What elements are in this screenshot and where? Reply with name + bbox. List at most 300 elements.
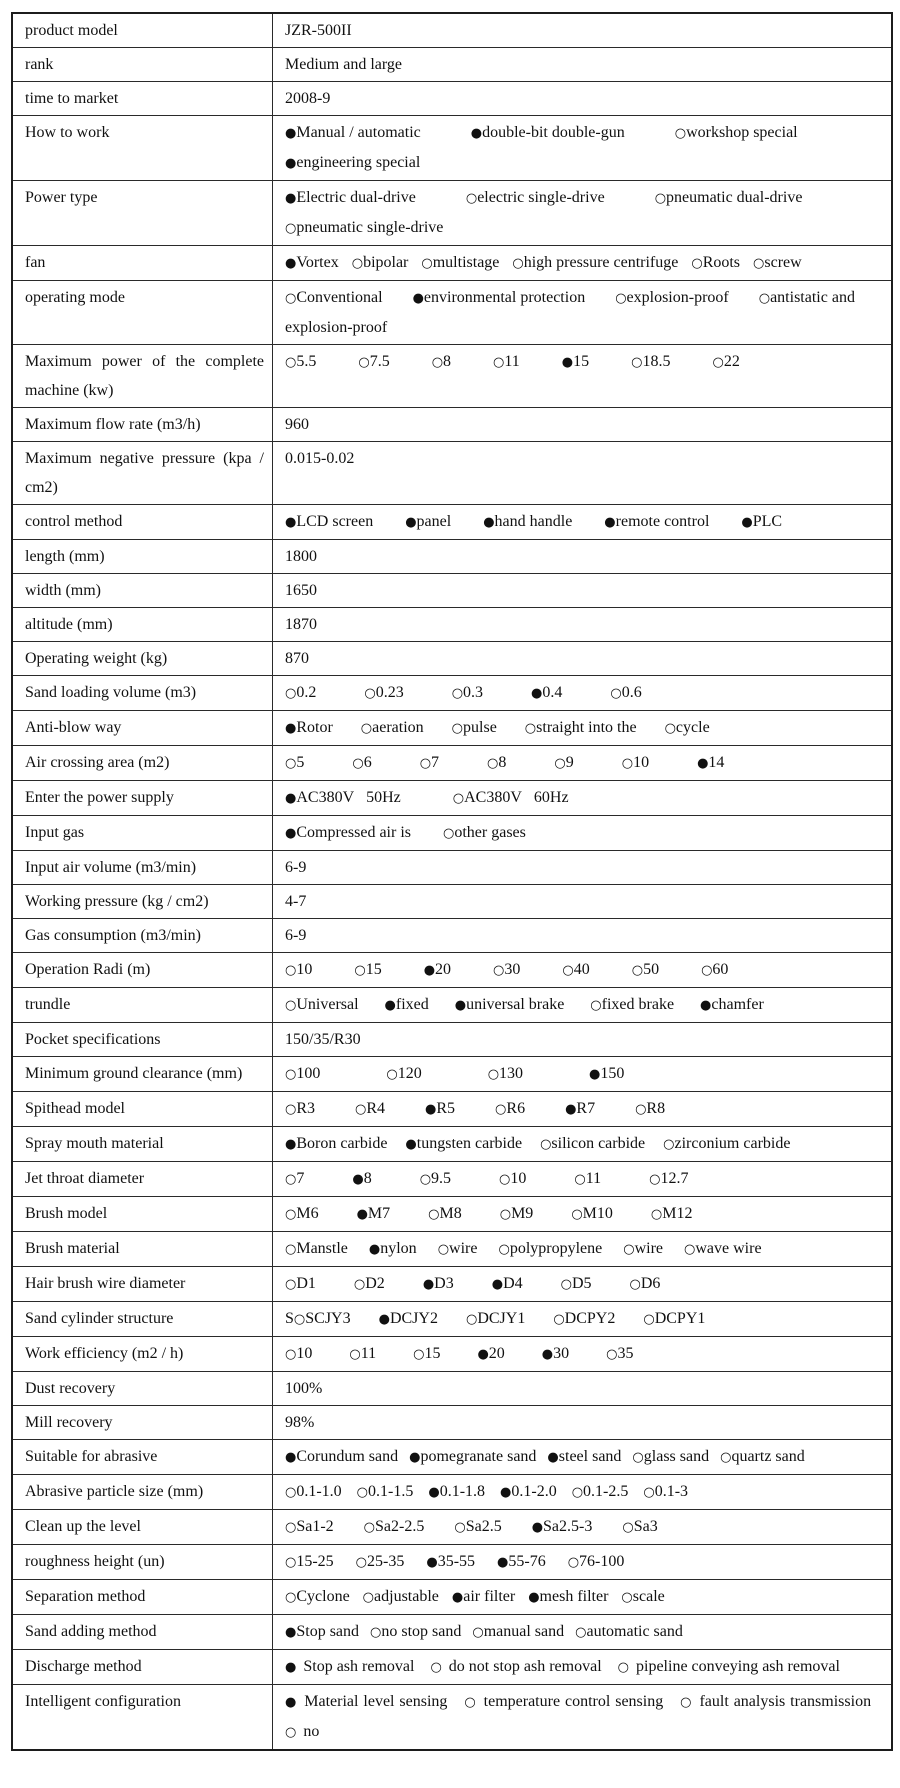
row-value: 4-7 xyxy=(285,893,307,910)
option xyxy=(424,961,451,978)
option-label: 0.2 xyxy=(296,684,317,701)
radio-empty-icon: ○ xyxy=(606,1347,618,1362)
radio-empty-icon: ○ xyxy=(285,963,297,978)
row-value xyxy=(273,1057,891,1091)
option-label: 55-76 xyxy=(508,1553,546,1570)
radio-empty-icon: ○ xyxy=(362,1590,375,1605)
row-label: Maximum negative pressure (kpa / cm2) xyxy=(13,442,273,504)
option-label: Sa2.5-3 xyxy=(543,1518,593,1535)
radio-empty-icon: ○ xyxy=(571,1485,584,1500)
row-label: Hair brush wire diameter xyxy=(13,1267,273,1301)
row-label: Gas consumption (m3/min) xyxy=(13,919,273,952)
radio-empty-icon: ○ xyxy=(285,1067,297,1082)
radio-empty-icon: ○ xyxy=(355,1102,367,1117)
option xyxy=(352,254,409,271)
row-label: Clean up the level xyxy=(13,1510,273,1544)
radio-empty-icon: ○ xyxy=(293,1312,306,1327)
option xyxy=(285,289,383,306)
row-value xyxy=(273,1685,891,1749)
option-label: adjustable xyxy=(374,1588,439,1605)
row-label: Spithead model xyxy=(13,1092,273,1126)
option-label: 30 xyxy=(553,1345,570,1362)
option xyxy=(285,1448,398,1465)
option-label: DCPY2 xyxy=(564,1310,616,1327)
table-row xyxy=(13,884,891,918)
option-label: no stop sand xyxy=(381,1623,462,1640)
option-label: R8 xyxy=(646,1100,666,1117)
option-label: 60 xyxy=(712,961,729,978)
radio-empty-icon: ○ xyxy=(575,1625,587,1640)
radio-empty-icon: ○ xyxy=(691,256,703,271)
option-label: 0.1-1.0 xyxy=(296,1483,342,1500)
option-label: panel xyxy=(416,513,452,530)
option-label: Sa2-2.5 xyxy=(375,1518,425,1535)
row-value xyxy=(273,1545,891,1579)
option-label: R6 xyxy=(506,1100,526,1117)
option xyxy=(420,754,439,771)
radio-filled-icon: ● xyxy=(356,1207,368,1222)
row-label: Pocket specifications xyxy=(13,1023,273,1056)
option xyxy=(413,1345,440,1362)
radio-filled-icon: ● xyxy=(589,1067,601,1082)
row-label: altitude (mm) xyxy=(13,608,273,641)
radio-empty-icon: ○ xyxy=(421,256,433,271)
option xyxy=(753,254,802,271)
table-row xyxy=(13,1126,891,1161)
radio-empty-icon: ○ xyxy=(623,1242,635,1257)
option xyxy=(443,824,526,841)
option xyxy=(466,1310,525,1327)
option-label: M8 xyxy=(439,1205,462,1222)
option-label: 0.1-1.5 xyxy=(368,1483,414,1500)
row-value xyxy=(273,345,891,407)
option-label: 0.1-2.5 xyxy=(583,1483,629,1500)
option xyxy=(423,1275,454,1292)
radio-empty-icon: ○ xyxy=(701,963,713,978)
table-row xyxy=(13,1266,891,1301)
option-label: Compressed air is xyxy=(296,824,411,841)
option xyxy=(466,189,605,206)
radio-empty-icon: ○ xyxy=(358,355,370,370)
option-label: 10 xyxy=(296,1345,313,1362)
option xyxy=(684,1240,762,1257)
radio-empty-icon: ○ xyxy=(430,1660,442,1675)
option-label: pulse xyxy=(463,719,497,736)
option-label: 0.1-3 xyxy=(654,1483,689,1500)
row-label: time to market xyxy=(13,82,273,115)
option xyxy=(285,353,316,370)
option xyxy=(405,513,451,530)
option xyxy=(452,684,483,701)
table-row xyxy=(13,280,891,344)
table-row xyxy=(13,1022,891,1056)
option-label: R5 xyxy=(436,1100,456,1117)
option xyxy=(553,1310,615,1327)
row-value: 2008-9 xyxy=(285,90,331,107)
option xyxy=(428,1483,485,1500)
radio-filled-icon: ● xyxy=(454,998,467,1013)
option xyxy=(285,754,304,771)
option xyxy=(575,1623,683,1640)
table-row xyxy=(13,14,891,47)
option-label: antistatic and explosion-proof xyxy=(285,289,855,336)
option xyxy=(542,1345,569,1362)
row-label: Operation Radi (m) xyxy=(13,953,273,987)
row-value: 6-9 xyxy=(285,859,307,876)
option-label: screw xyxy=(764,254,802,271)
radio-empty-icon: ○ xyxy=(363,1520,376,1535)
table-row xyxy=(13,1056,891,1091)
option-label: aeration xyxy=(372,719,424,736)
radio-filled-icon: ● xyxy=(741,515,753,530)
radio-filled-icon: ● xyxy=(451,1590,464,1605)
option xyxy=(385,996,429,1013)
row-label: roughness height (un) xyxy=(13,1545,273,1579)
option-label: R4 xyxy=(366,1100,386,1117)
radio-empty-icon: ○ xyxy=(370,1625,382,1640)
table-row xyxy=(13,1614,891,1649)
option-label: Universal xyxy=(296,996,359,1013)
option xyxy=(532,1518,593,1535)
option-label: environmental protection xyxy=(423,289,586,306)
option xyxy=(425,1100,455,1117)
option xyxy=(438,1240,478,1257)
row-value xyxy=(273,1475,891,1509)
radio-empty-icon: ○ xyxy=(487,756,499,771)
table-row xyxy=(13,1684,891,1749)
option xyxy=(285,1135,387,1152)
row-value xyxy=(273,181,891,245)
option-label: 11 xyxy=(504,353,520,370)
radio-filled-icon: ● xyxy=(285,156,297,171)
option-label: 10 xyxy=(296,961,313,978)
option-label: 0.6 xyxy=(621,684,642,701)
row-label: Working pressure (kg / cm2) xyxy=(13,885,273,918)
radio-empty-icon: ○ xyxy=(472,1625,484,1640)
option-label: SCJY3 xyxy=(305,1310,351,1327)
radio-empty-icon: ○ xyxy=(285,1520,297,1535)
option xyxy=(285,513,373,530)
radio-empty-icon: ○ xyxy=(631,963,644,978)
table-row xyxy=(13,1161,891,1196)
row-label: Brush model xyxy=(13,1197,273,1231)
option xyxy=(655,189,803,206)
option xyxy=(622,1518,657,1535)
option-label: fault analysis transmission xyxy=(699,1693,872,1710)
row-value xyxy=(273,1337,891,1371)
option xyxy=(701,961,728,978)
option-label: nylon xyxy=(380,1240,417,1257)
option xyxy=(499,1170,526,1187)
radio-filled-icon: ● xyxy=(285,1137,297,1152)
option xyxy=(357,1483,414,1500)
row-value xyxy=(273,1232,891,1266)
option xyxy=(356,1553,405,1570)
table-row xyxy=(13,1405,891,1439)
option xyxy=(357,1205,391,1222)
table-row xyxy=(13,245,891,280)
option-label: bipolar xyxy=(363,254,409,271)
option-label: M7 xyxy=(367,1205,391,1222)
option xyxy=(285,1170,304,1187)
radio-filled-icon: ● xyxy=(497,1555,509,1570)
radio-empty-icon: ○ xyxy=(622,1520,634,1535)
radio-filled-icon: ● xyxy=(541,1347,554,1362)
radio-filled-icon: ● xyxy=(491,1277,504,1292)
radio-empty-icon: ○ xyxy=(413,1347,425,1362)
row-value xyxy=(273,505,891,539)
table-row xyxy=(13,441,891,504)
option xyxy=(285,1483,342,1500)
row-value xyxy=(273,1127,891,1161)
row-value xyxy=(273,816,891,850)
option xyxy=(285,719,333,736)
table-row xyxy=(13,607,891,641)
row-label: Brush material xyxy=(13,1232,273,1266)
option xyxy=(590,996,674,1013)
radio-empty-icon: ○ xyxy=(285,998,297,1013)
radio-empty-icon: ○ xyxy=(487,1067,500,1082)
radio-empty-icon: ○ xyxy=(364,686,376,701)
option xyxy=(285,1623,359,1640)
row-value xyxy=(273,1092,891,1126)
radio-empty-icon: ○ xyxy=(674,126,687,141)
option-label: M12 xyxy=(662,1205,693,1222)
row-value: Medium and large xyxy=(285,56,403,73)
option xyxy=(700,996,764,1013)
option xyxy=(562,353,589,370)
option-label: Vortex xyxy=(296,254,339,271)
option-label: workshop special xyxy=(686,124,798,141)
row-label: length (mm) xyxy=(13,540,273,573)
radio-filled-icon: ● xyxy=(422,1277,435,1292)
option-label: 0.23 xyxy=(375,684,404,701)
radio-empty-icon: ○ xyxy=(285,221,297,236)
option xyxy=(379,1310,438,1327)
radio-empty-icon: ○ xyxy=(590,998,602,1013)
table-row xyxy=(13,780,891,815)
option xyxy=(285,1693,447,1710)
option xyxy=(285,1310,351,1327)
option-label: Sa3 xyxy=(633,1518,658,1535)
row-value xyxy=(273,711,891,745)
option xyxy=(487,754,506,771)
radio-filled-icon: ● xyxy=(561,355,574,370)
option-label: Conventional xyxy=(296,289,383,306)
row-label: Input gas xyxy=(13,816,273,850)
radio-filled-icon: ● xyxy=(378,1312,390,1327)
row-value xyxy=(273,246,891,280)
radio-filled-icon: ● xyxy=(285,1450,297,1465)
option xyxy=(285,1100,315,1117)
option xyxy=(409,1448,536,1465)
row-label: operating mode xyxy=(13,281,273,344)
radio-empty-icon: ○ xyxy=(540,1137,552,1152)
radio-empty-icon: ○ xyxy=(349,1347,361,1362)
radio-filled-icon: ● xyxy=(405,515,417,530)
option-label: do not stop ash removal xyxy=(448,1658,602,1675)
radio-empty-icon: ○ xyxy=(285,1485,297,1500)
row-label: How to work xyxy=(13,116,273,180)
option xyxy=(631,353,670,370)
radio-empty-icon: ○ xyxy=(428,1207,440,1222)
option-label: electric single-drive xyxy=(477,189,605,206)
option xyxy=(643,1310,705,1327)
radio-empty-icon: ○ xyxy=(451,686,464,701)
option-label: 50 xyxy=(643,961,660,978)
option xyxy=(568,1553,625,1570)
option-label: tungsten carbide xyxy=(416,1135,523,1152)
radio-empty-icon: ○ xyxy=(285,1347,297,1362)
option xyxy=(574,1170,601,1187)
option xyxy=(285,1723,319,1740)
option-label: 7 xyxy=(296,1170,305,1187)
option xyxy=(495,1100,525,1117)
table-row xyxy=(13,407,891,441)
option-label: Stop sand xyxy=(296,1623,360,1640)
row-value xyxy=(273,1510,891,1544)
option xyxy=(426,1553,475,1570)
option-label: Stop ash removal xyxy=(303,1658,415,1675)
radio-empty-icon: ○ xyxy=(631,355,643,370)
option xyxy=(369,1240,417,1257)
radio-empty-icon: ○ xyxy=(512,256,524,271)
row-value: 1650 xyxy=(285,582,317,599)
radio-empty-icon: ○ xyxy=(720,1450,732,1465)
radio-empty-icon: ○ xyxy=(356,1485,369,1500)
option-label: silicon carbide xyxy=(551,1135,646,1152)
radio-empty-icon: ○ xyxy=(285,1277,297,1292)
option-label: temperature control sensing xyxy=(483,1693,664,1710)
row-label: Sand loading volume (m3) xyxy=(13,676,273,710)
option-label: wire xyxy=(449,1240,478,1257)
option-label: 5 xyxy=(296,754,305,771)
option xyxy=(554,754,573,771)
option-label: Manstle xyxy=(296,1240,348,1257)
option xyxy=(471,124,625,141)
row-label: trundle xyxy=(13,988,273,1022)
radio-filled-icon: ● xyxy=(565,1102,577,1117)
row-value xyxy=(273,676,891,710)
row-value xyxy=(273,281,891,344)
option-label: 7.5 xyxy=(369,353,390,370)
row-label: Spray mouth material xyxy=(13,1127,273,1161)
option-label: universal brake xyxy=(466,996,565,1013)
radio-empty-icon: ○ xyxy=(499,1172,511,1187)
row-value xyxy=(273,1580,891,1614)
option xyxy=(500,1483,557,1500)
option-label: 12.7 xyxy=(660,1170,689,1187)
table-row xyxy=(13,573,891,607)
option-label: manual sand xyxy=(483,1623,565,1640)
option-label: 8 xyxy=(443,353,452,370)
option xyxy=(525,719,637,736)
radio-empty-icon: ○ xyxy=(465,1312,478,1327)
radio-empty-icon: ○ xyxy=(493,355,505,370)
row-value xyxy=(273,746,891,780)
radio-filled-icon: ● xyxy=(483,515,495,530)
radio-empty-icon: ○ xyxy=(498,1242,510,1257)
radio-filled-icon: ● xyxy=(426,1555,438,1570)
option-label: 10 xyxy=(510,1170,527,1187)
option-label: 100 xyxy=(296,1065,321,1082)
row-label: Intelligent configuration xyxy=(13,1685,273,1749)
radio-filled-icon: ● xyxy=(528,1590,540,1605)
option xyxy=(428,1205,462,1222)
option-label: Rotor xyxy=(296,719,333,736)
radio-empty-icon: ○ xyxy=(285,1725,297,1740)
option-label: 0.1-1.8 xyxy=(439,1483,486,1500)
option xyxy=(361,719,424,736)
option xyxy=(432,353,451,370)
table-row xyxy=(13,47,891,81)
row-label: Abrasive particle size (mm) xyxy=(13,1475,273,1509)
option xyxy=(697,754,724,771)
row-value xyxy=(273,1267,891,1301)
row-label: Sand cylinder structure xyxy=(13,1302,273,1336)
radio-empty-icon: ○ xyxy=(285,291,297,306)
option-label: steel sand xyxy=(558,1448,622,1465)
radio-empty-icon: ○ xyxy=(553,1312,565,1327)
option xyxy=(615,289,729,306)
option-label: D4 xyxy=(503,1275,523,1292)
option xyxy=(477,1345,504,1362)
radio-filled-icon: ● xyxy=(547,1450,559,1465)
option-label: 0.4 xyxy=(542,684,563,701)
option-label: double-bit double-gun xyxy=(482,124,625,141)
radio-empty-icon: ○ xyxy=(285,1590,297,1605)
option xyxy=(285,1345,312,1362)
option xyxy=(712,353,739,370)
row-value xyxy=(273,1440,891,1474)
table-row xyxy=(13,1439,891,1474)
option xyxy=(354,1275,385,1292)
row-value: 960 xyxy=(285,416,309,433)
option xyxy=(285,824,411,841)
option-label: R7 xyxy=(576,1100,596,1117)
radio-filled-icon: ● xyxy=(285,515,297,530)
option-label: pipeline conveying ash removal xyxy=(636,1658,840,1675)
option-label: 14 xyxy=(708,754,725,771)
row-value xyxy=(273,953,891,987)
option-label: 120 xyxy=(397,1065,422,1082)
option xyxy=(420,1170,451,1187)
radio-empty-icon: ○ xyxy=(419,1172,432,1187)
option xyxy=(363,1588,439,1605)
option xyxy=(610,684,641,701)
option xyxy=(285,124,421,141)
option xyxy=(589,1065,624,1082)
option xyxy=(285,996,359,1013)
option xyxy=(285,1588,350,1605)
option-label: multistage xyxy=(432,254,500,271)
row-label: width (mm) xyxy=(13,574,273,607)
radio-filled-icon: ● xyxy=(285,126,297,141)
row-value xyxy=(273,116,891,180)
radio-empty-icon: ○ xyxy=(354,963,366,978)
option xyxy=(352,1170,371,1187)
table-row xyxy=(13,1544,891,1579)
option-label: 6 xyxy=(363,754,372,771)
option xyxy=(405,1135,522,1152)
radio-empty-icon: ○ xyxy=(680,1695,693,1710)
table-row xyxy=(13,1474,891,1509)
row-label: Operating weight (kg) xyxy=(13,642,273,675)
option-label: R3 xyxy=(296,1100,316,1117)
option-label: other gases xyxy=(454,824,526,841)
row-value: 870 xyxy=(285,650,309,667)
option-label: Corundum sand xyxy=(296,1448,399,1465)
